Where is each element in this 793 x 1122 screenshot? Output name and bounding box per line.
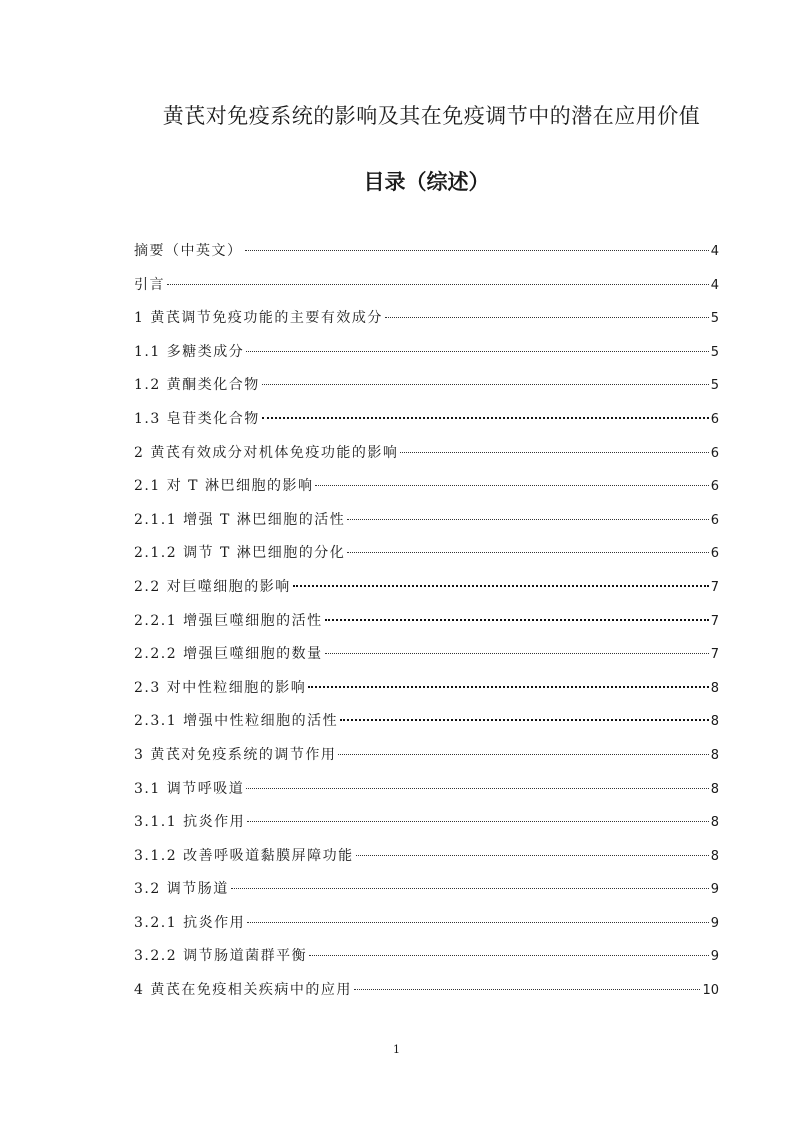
toc-entry-label: 2.2.2 增强巨噬细胞的数量 [134, 646, 323, 663]
toc-entry-page: 8 [710, 747, 719, 763]
toc-entry-label: 摘要（中英文） [134, 243, 243, 259]
toc-entry[interactable] [134, 374, 719, 408]
toc-entry-label: 2.3.1 增强中性粒细胞的活性 [134, 713, 339, 730]
toc-entry[interactable] [134, 240, 719, 274]
toc-entry-page: 9 [710, 949, 719, 965]
toc-entry-page: 5 [710, 344, 719, 360]
toc-entry-page: 9 [710, 882, 719, 898]
toc-dot-leader [340, 719, 709, 721]
toc-dot-leader [262, 384, 709, 385]
toc-dot-leader [347, 552, 708, 553]
toc-entry-page: 6 [710, 512, 719, 528]
toc-entry[interactable] [134, 307, 719, 341]
toc-dot-leader [309, 955, 709, 956]
toc-entry-label: 2.1.1 增强 T 淋巴细胞的活性 [134, 511, 346, 528]
toc-entry[interactable] [134, 845, 719, 879]
toc-entry[interactable] [134, 643, 719, 677]
toc-dot-leader [262, 417, 709, 419]
toc-entry[interactable] [134, 341, 719, 375]
toc-dot-leader [325, 653, 709, 654]
toc-dot-leader [315, 485, 708, 486]
toc-dot-leader [338, 754, 708, 755]
toc-entry-page: 4 [710, 244, 719, 259]
toc-entry-label: 4 黄芪在免疫相关疾病中的应用 [134, 982, 352, 999]
toc-entry-label: 2.2.1 增强巨噬细胞的活性 [134, 612, 323, 629]
toc-dot-leader [347, 519, 708, 520]
toc-entry[interactable] [134, 576, 719, 610]
toc-heading-text: 目录（综述） [363, 170, 490, 194]
toc-entry-label: 2.2 对巨噬细胞的影响 [134, 578, 291, 595]
toc-entry-label: 2 黄芪有效成分对机体免疫功能的影响 [134, 444, 399, 461]
toc-dot-leader [246, 351, 709, 352]
toc-entry-label: 1.1 多糖类成分 [134, 343, 245, 360]
toc-entry-page: 8 [710, 680, 719, 696]
toc-entry-label: 3.2.2 调节肠道菌群平衡 [134, 948, 308, 965]
toc-entry[interactable] [134, 442, 719, 476]
toc-dot-leader [247, 821, 709, 822]
toc-dot-leader [308, 686, 709, 688]
toc-entry[interactable] [134, 677, 719, 711]
toc-dot-leader [246, 788, 709, 789]
toc-entry-page: 8 [710, 781, 719, 797]
toc-entry[interactable] [134, 811, 719, 845]
toc-entry-label: 3.1.1 抗炎作用 [134, 814, 246, 831]
toc-entry-label: 引言 [134, 276, 165, 293]
toc-entry-page: 8 [710, 714, 719, 730]
toc-entry-page: 8 [710, 815, 719, 831]
toc-entry-page: 5 [710, 311, 719, 327]
document-title [0, 100, 793, 130]
toc-dot-leader [247, 922, 709, 923]
toc-entry[interactable] [134, 509, 719, 543]
toc-dot-leader [325, 619, 709, 621]
toc-entry-page: 5 [710, 378, 719, 394]
toc-dot-leader [231, 888, 709, 889]
toc-entry-page: 6 [710, 479, 719, 495]
toc-dot-leader [385, 317, 709, 318]
toc-entry-page: 6 [710, 411, 719, 427]
toc-entry-label: 3.2.1 抗炎作用 [134, 914, 246, 931]
toc-entry-page: 10 [702, 983, 719, 999]
toc-entry[interactable] [134, 979, 719, 1013]
toc-entry[interactable] [134, 878, 719, 912]
toc-entry-label: 1.2 黄酮类化合物 [134, 377, 260, 394]
toc-entry-label: 2.3 对中性粒细胞的影响 [134, 679, 307, 696]
toc-entry-label: 3 黄芪对免疫系统的调节作用 [134, 746, 337, 763]
toc-dot-leader [354, 989, 701, 990]
toc-entry-page: 8 [710, 848, 719, 864]
page-number: 1 [393, 1043, 400, 1056]
toc-entry-label: 1.3 皂苷类化合物 [134, 410, 260, 427]
toc-entry[interactable] [134, 710, 719, 744]
toc-entry[interactable] [134, 744, 719, 778]
table-of-contents [134, 240, 719, 1013]
toc-entry-page: 4 [710, 277, 719, 293]
toc-entry[interactable] [134, 475, 719, 509]
toc-entry-label: 3.1 调节呼吸道 [134, 780, 245, 797]
toc-entry[interactable] [134, 542, 719, 576]
toc-entry[interactable] [134, 408, 719, 442]
toc-entry-label: 2.1 对 T 淋巴细胞的影响 [134, 478, 314, 495]
toc-entry[interactable] [134, 912, 719, 946]
toc-entry-page: 6 [710, 445, 719, 461]
toc-entry-page: 6 [710, 546, 719, 562]
toc-entry-page: 7 [710, 579, 719, 595]
toc-entry[interactable] [134, 945, 719, 979]
document-title-text: 黄芪对免疫系统的影响及其在免疫调节中的潜在应用价值 [162, 104, 701, 128]
toc-entry-page: 7 [710, 613, 719, 629]
toc-entry-page: 7 [710, 647, 719, 663]
toc-dot-leader [245, 250, 709, 251]
toc-dot-leader [293, 585, 709, 587]
toc-dot-leader [356, 855, 709, 856]
toc-dot-leader [167, 284, 709, 285]
toc-entry-label: 3.2 调节肠道 [134, 881, 229, 898]
toc-entry-label: 1 黄芪调节免疫功能的主要有效成分 [134, 310, 383, 327]
toc-entry-label: 3.1.2 改善呼吸道黏膜屏障功能 [134, 847, 354, 864]
toc-heading [0, 166, 793, 196]
toc-entry-page: 9 [710, 915, 719, 931]
toc-entry[interactable] [134, 274, 719, 308]
toc-dot-leader [400, 452, 708, 453]
toc-entry-label: 2.1.2 调节 T 淋巴细胞的分化 [134, 545, 346, 562]
toc-entry[interactable] [134, 610, 719, 644]
toc-entry[interactable] [134, 778, 719, 812]
